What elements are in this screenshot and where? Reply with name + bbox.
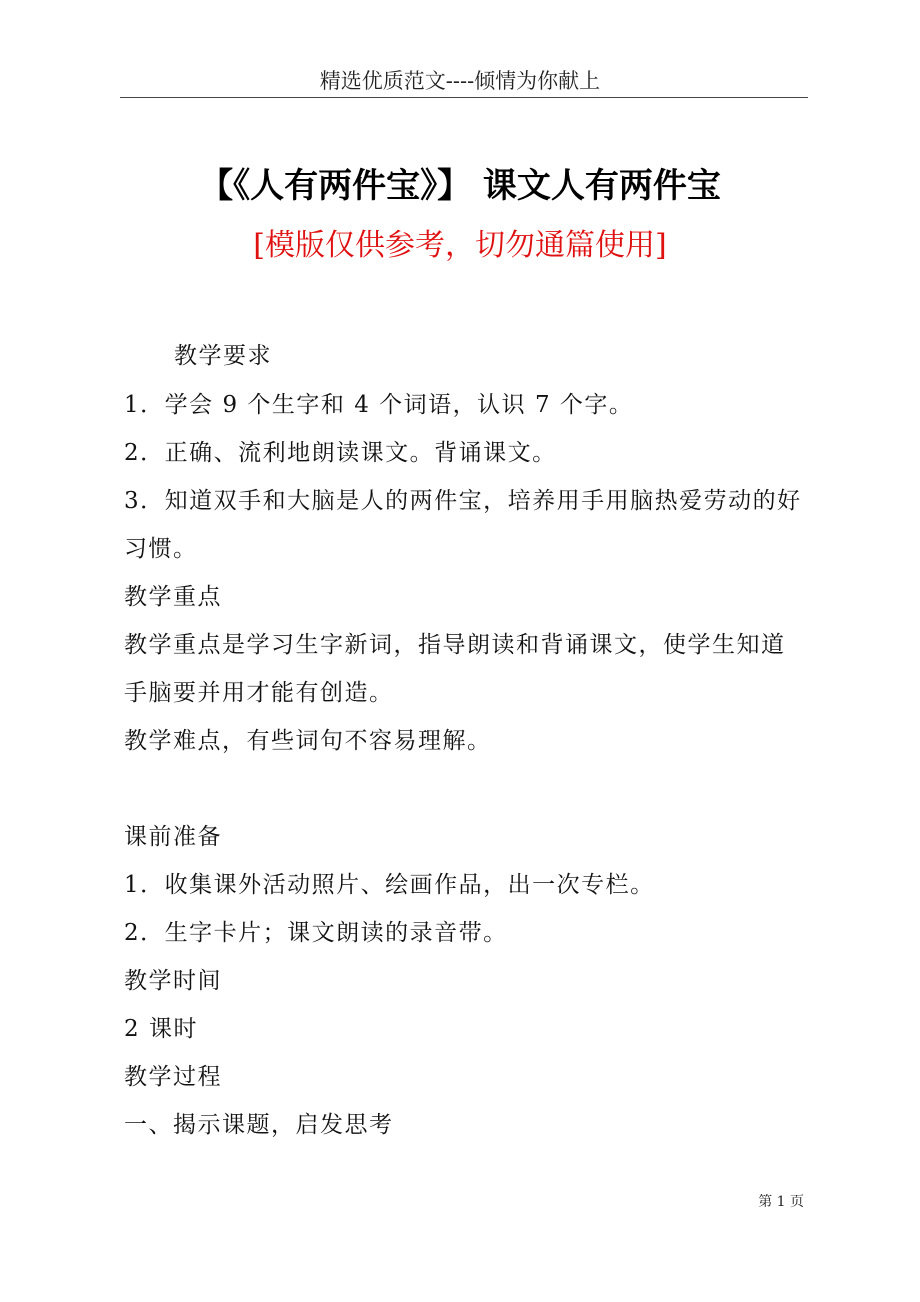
page-header: 精选优质范文----倾情为你献上 xyxy=(319,69,601,93)
difficult-points-text: 教学难点，有些词句不容易理解。 xyxy=(124,728,492,754)
preparation-item: 2．生字卡片；课文朗读的录音带。 xyxy=(124,920,508,946)
process-step: 一、揭示课题，启发思考 xyxy=(124,1112,394,1138)
header-divider xyxy=(120,97,808,98)
preparation-item: 1．收集课外活动照片、绘画作品，出一次专栏。 xyxy=(124,872,655,898)
section-heading-key-points: 教学重点 xyxy=(124,584,222,610)
requirement-item-continued: 习惯。 xyxy=(124,536,198,562)
key-points-text: 教学重点是学习生字新词，指导朗读和背诵课文，使学生知道 xyxy=(124,632,786,658)
requirement-item: 2．正确、流利地朗读课文。背诵课文。 xyxy=(124,440,557,466)
requirement-item: 3．知道双手和大脑是人的两件宝，培养用手用脑热爱劳动的好 xyxy=(124,488,802,514)
document-title: 【《人有两件宝》】 课文人有两件宝 xyxy=(199,166,721,206)
template-notice: [模版仅供参考，切勿通篇使用] xyxy=(253,228,667,263)
section-heading-requirements: 教学要求 xyxy=(174,343,272,369)
lesson-count: 2 课时 xyxy=(124,1016,198,1042)
section-heading-preparation: 课前准备 xyxy=(124,824,222,850)
section-heading-process: 教学过程 xyxy=(124,1064,222,1090)
page-number: 第 1 页 xyxy=(758,1194,804,1210)
key-points-text-continued: 手脑要并用才能有创造。 xyxy=(124,680,394,706)
section-heading-time: 教学时间 xyxy=(124,968,222,994)
requirement-item: 1．学会 9 个生字和 4 个词语，认识 7 个字。 xyxy=(124,392,634,418)
